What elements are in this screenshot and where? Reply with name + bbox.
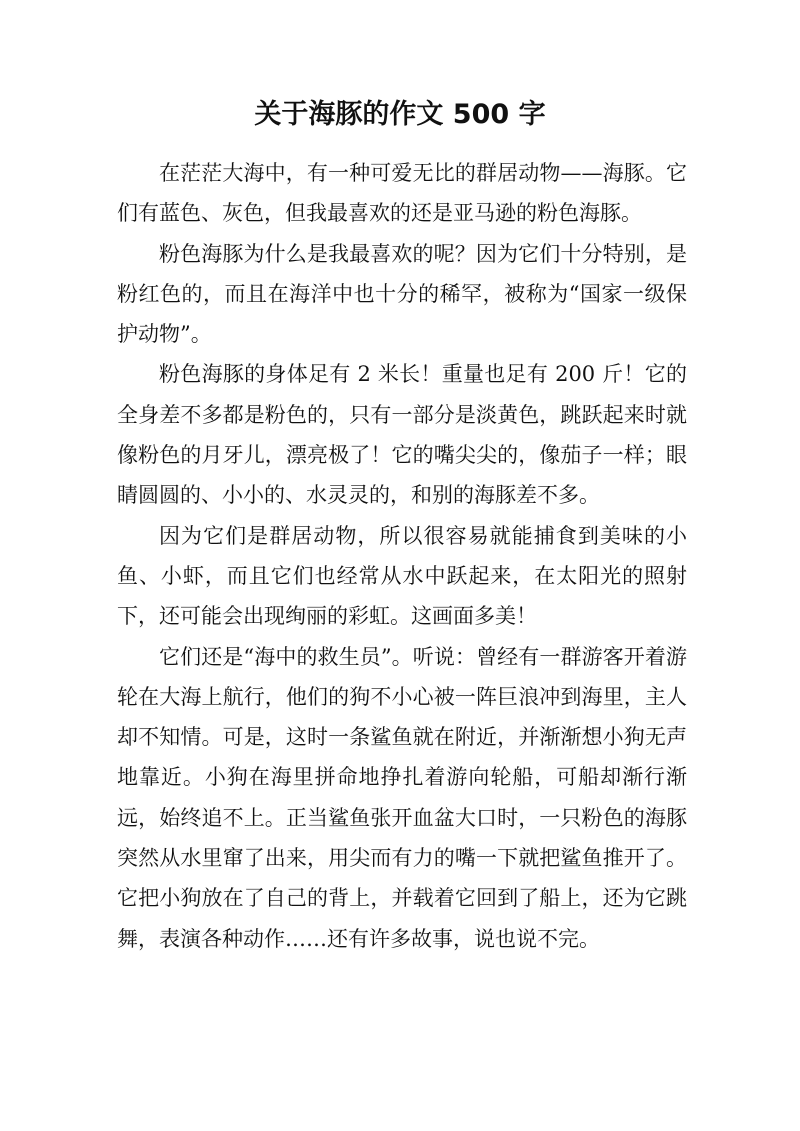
paragraph: 因为它们是群居动物，所以很容易就能捕食到美味的小鱼、小虾，而且它们也经常从水中跃起来，在太阳光的照射下，还可能会出现绚丽的彩虹。这画面多美！ xyxy=(117,523,687,629)
paragraph: 它们还是“海中的救生员”。听说：曾经有一群游客开着游轮在大海上航行，他们的狗不小心被一阵巨浪冲到海里，主人却不知情。可是，这时一条鲨鱼就在附近，并渐渐想小狗无声地靠近。小狗在海里拼命地挣扎着游向轮船，可船却渐行渐远，始终追不上。正当鲨鱼张开血盆大口时，一只粉色的海豚突然从水里窜了出来，用尖而有力的嘴一下就把鲨鱼推开了。它把小狗放在了自己的背上，并载着它回到了船上，还为它跳舞，表演各种动作……还有许多故事，说也说不完。 xyxy=(117,644,687,951)
paragraph: 在茫茫大海中，有一种可爱无比的群居动物——海豚。它们有蓝色、灰色，但我最喜欢的还是亚马逊的粉色海豚。 xyxy=(117,161,687,226)
document-body xyxy=(117,153,687,959)
paragraph: 粉色海豚的身体足有 2 米长！重量也足有 200 斤！它的全身差不多都是粉色的，只有一部分是淡黄色，跳跃起来时就像粉色的月牙儿，漂亮极了！它的嘴尖尖的，像茄子一样；眼睛圆圆的、小小的、水灵灵的，和别的海豚差不多。 xyxy=(117,362,687,508)
document-title: 关于海豚的作文 500 字 xyxy=(254,99,546,130)
paragraph: 粉色海豚为什么是我最喜欢的呢？因为它们十分特别，是粉红色的，而且在海洋中也十分的稀罕，被称为“国家一级保护动物”。 xyxy=(117,241,687,347)
